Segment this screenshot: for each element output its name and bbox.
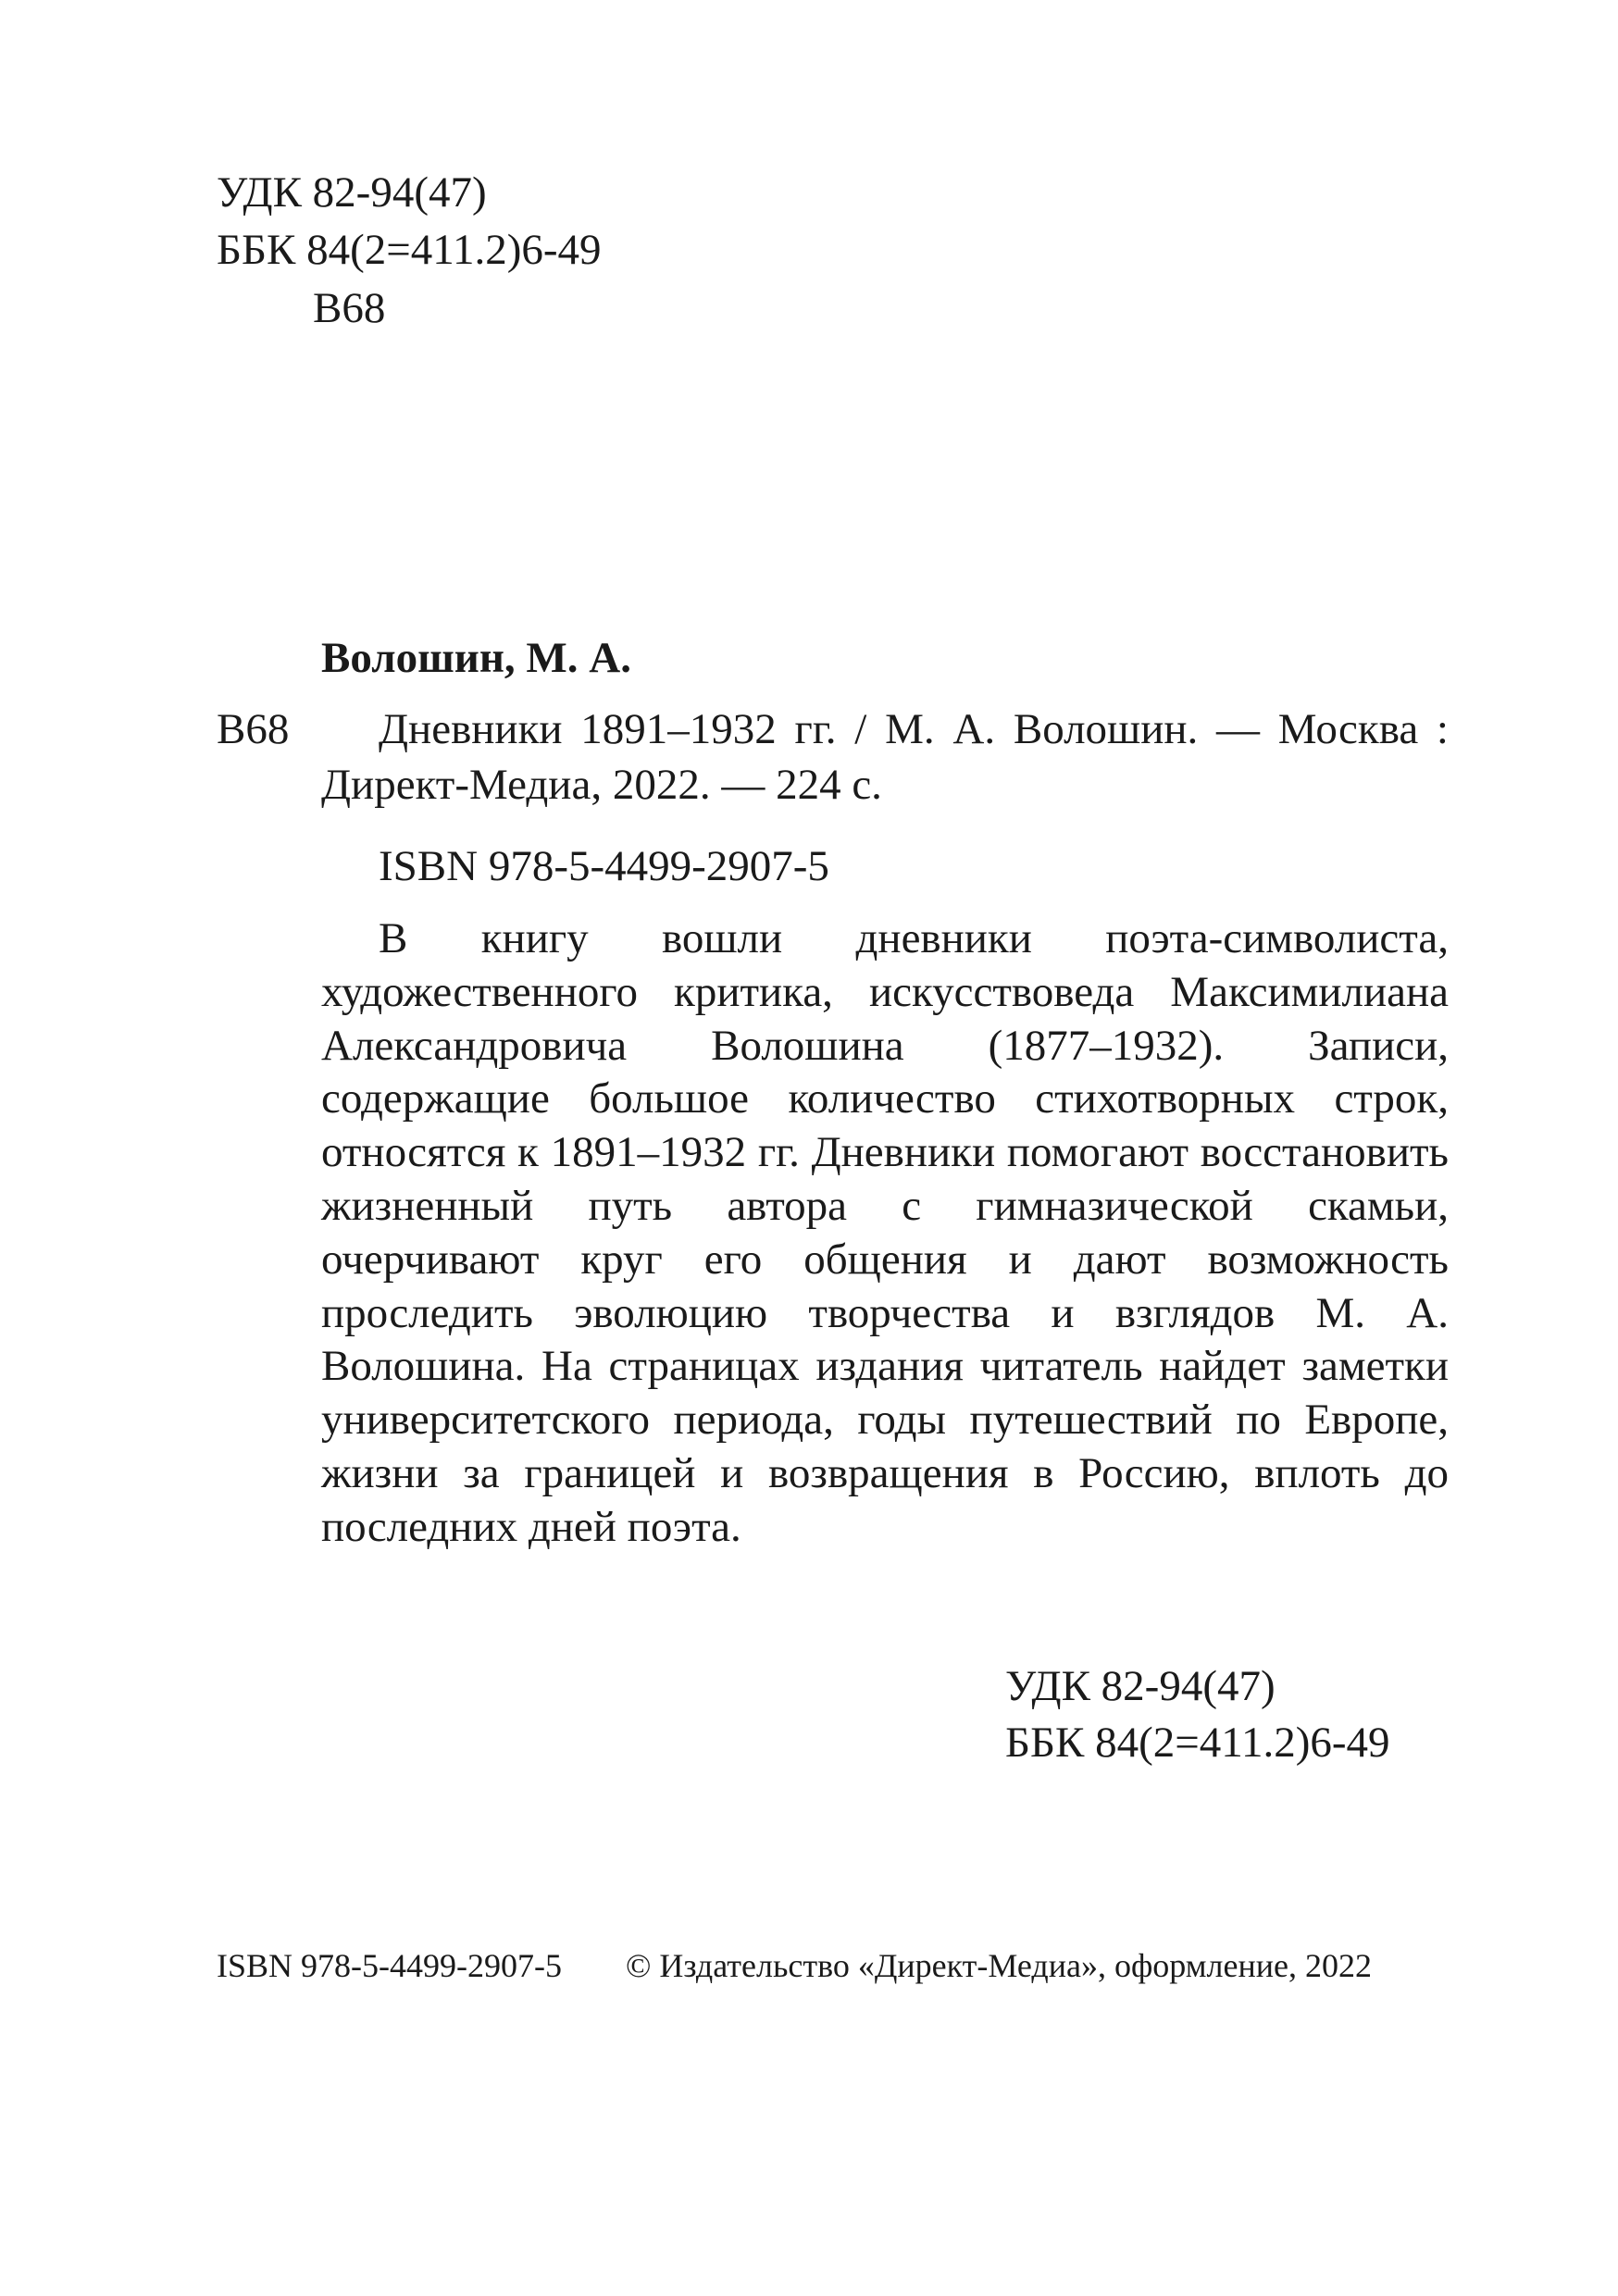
udk-code-bottom: УДК 82-94(47) (1005, 1662, 1276, 1710)
udk-code-top: УДК 82-94(47) (217, 168, 487, 217)
bbk-code-top: ББК 84(2=411.2)6-49 (217, 226, 602, 274)
footer-copyright: © Издательство «Директ-Медиа», оформление, 2022 (626, 1947, 1372, 1984)
isbn-record: ISBN 978-5-4499-2907-5 (379, 842, 829, 890)
bibliographic-description-line-2: Директ-Медиа, 2022. — 224 с. (321, 761, 882, 809)
author-heading: Волошин, М. А. (321, 634, 631, 682)
bbk-code-bottom: ББК 84(2=411.2)6-49 (1005, 1719, 1390, 1767)
author-mark-top: В68 (313, 284, 386, 332)
bibliographic-description-line-1: Дневники 1891–1932 гг. / М. А. Волошин. — Москва : (379, 705, 1449, 753)
annotation-paragraph: В книгу вошли дневники поэта-символиста, художественного критика, искусствоведа Максимилиана Александровича Волошина (1877–1932). Записи, содержащие большое количество стихотворных строк, относятся к 1891–1932 гг. Дневники помогают восстановить жизненный путь автора с гимназической скамьи, очерчивают круг его общения и дают возможность проследить эволюцию творчества и взглядов М. А. Волошина. На страницах издания читатель найдет заметки университетского периода, годы путешествий по Европе, жизни за границей и возвращения в Россию, вплоть до последних дней поэта. (321, 914, 1449, 1551)
author-mark: В68 (217, 705, 290, 753)
footer-isbn: ISBN 978-5-4499-2907-5 (217, 1947, 562, 1984)
